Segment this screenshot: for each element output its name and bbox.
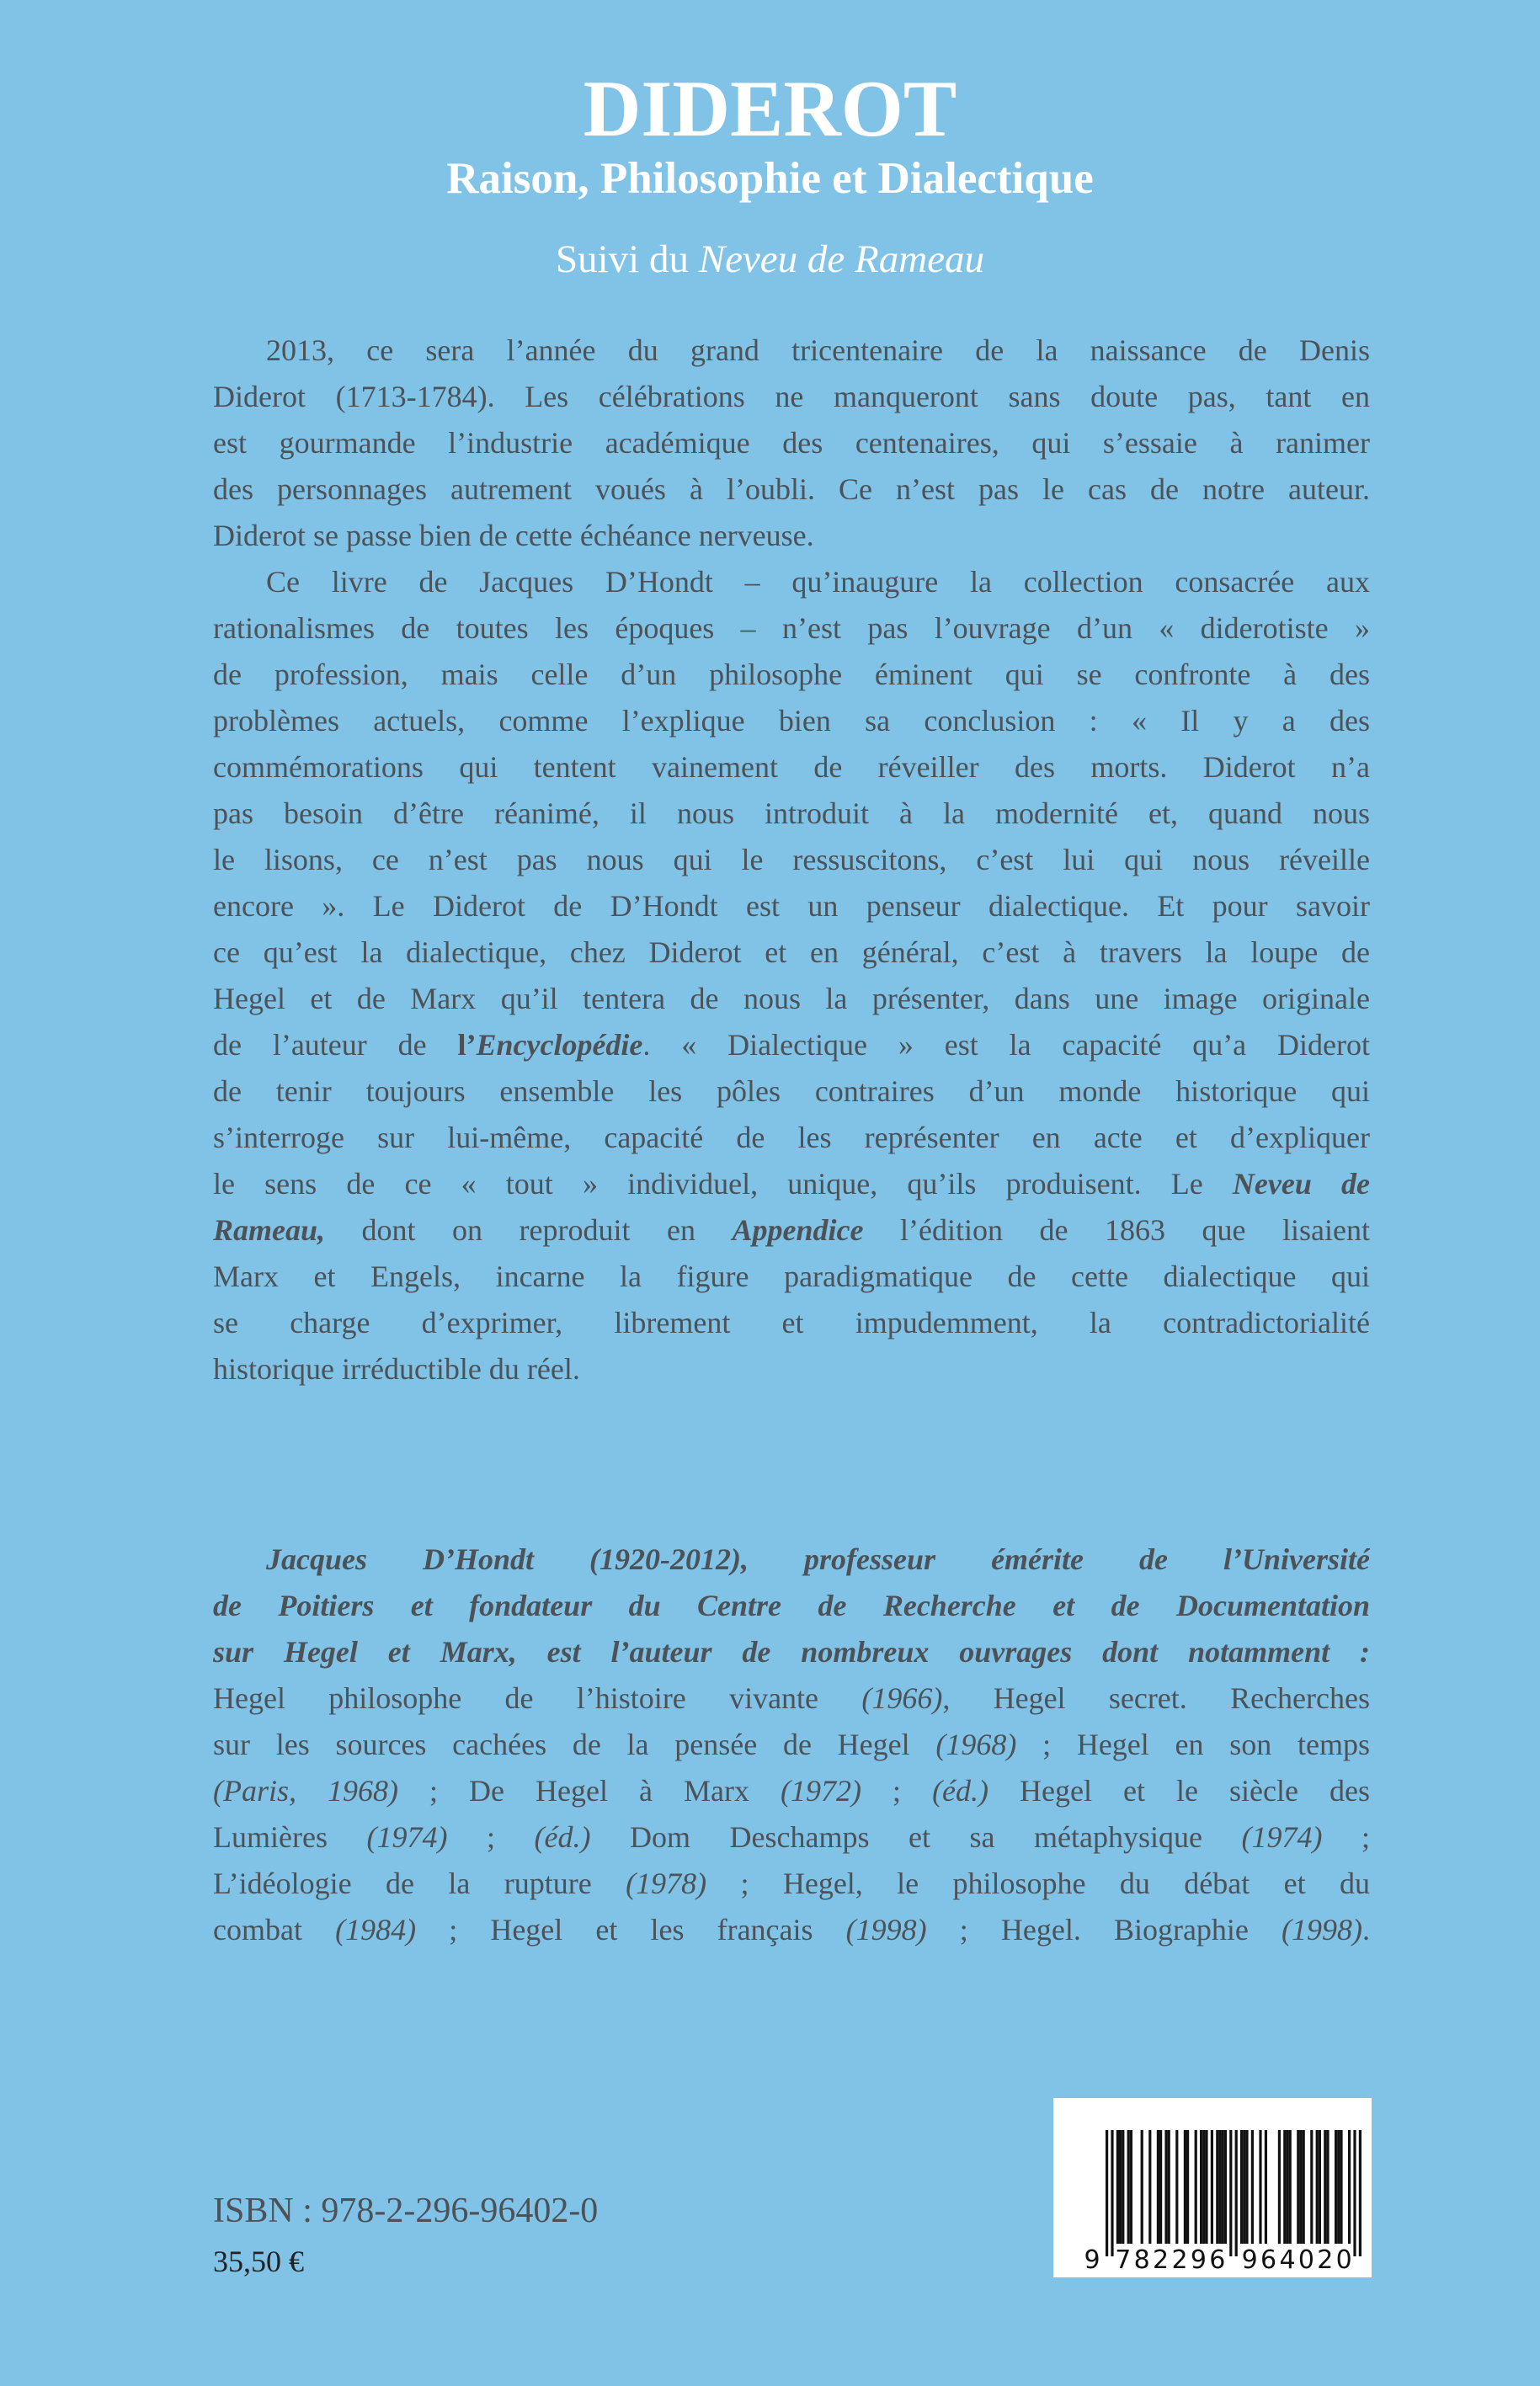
text-segment: ;: [861, 1774, 933, 1808]
text-segment: Hegel philosophe de l’histoire vivante: [213, 1681, 862, 1715]
barcode-bar: [1111, 2130, 1113, 2256]
barcode-bar: [1240, 2130, 1243, 2244]
text-line: [213, 1161, 1370, 1207]
text-line: [213, 559, 1370, 605]
author-bio: [213, 1537, 1370, 1953]
text-line: [213, 1207, 1370, 1254]
barcode-bar: [1141, 2130, 1143, 2244]
barcode-bar: [1243, 2130, 1245, 2244]
text-segment: L’idéologie de la rupture: [213, 1867, 626, 1900]
text-line: [213, 1022, 1370, 1068]
text-segment: Hegel et le siècle des: [988, 1774, 1370, 1808]
text-segment: s’interroge sur lui-même, capacité de les représenter en acte et d’expliquer: [213, 1121, 1370, 1154]
barcode-bar: [1337, 2130, 1340, 2244]
text-segment: ; Hegel. Biographie: [926, 1913, 1282, 1947]
barcode-bar: [1319, 2130, 1321, 2244]
barcode-digit: 7: [1115, 2245, 1132, 2275]
barcode-bar: [1184, 2130, 1186, 2244]
emphasis-text: sur Hegel et Marx, est l’auteur de nombreux ouvrages dont notamment :: [213, 1635, 1370, 1669]
text-line: [213, 374, 1370, 420]
text-segment: pas besoin d’être réanimé, il nous introduit à la modernité et, quand nous: [213, 796, 1370, 830]
text-segment: .: [1362, 1913, 1370, 1947]
text-line: [213, 1300, 1370, 1346]
barcode-bar: [1286, 2130, 1288, 2244]
text-line: [213, 929, 1370, 976]
emphasis-text: (éd.): [534, 1820, 591, 1854]
barcode-digit: 9: [1084, 2245, 1100, 2275]
text-segment: Diderot se passe bien de cette échéance nerveuse.: [213, 519, 814, 552]
barcode-bar: [1353, 2130, 1356, 2256]
barcode-bar: [1159, 2130, 1162, 2244]
text-line: [213, 420, 1370, 466]
text-segment: Dom Deschamps et sa métaphysique: [590, 1820, 1242, 1854]
text-line: [213, 1068, 1370, 1115]
barcode-bar: [1200, 2130, 1202, 2244]
text-segment: Diderot (1713-1784). Les célébrations ne manqueront sans doute pas, tant en: [213, 380, 1370, 413]
text-segment: de l’auteur de: [213, 1028, 458, 1062]
barcode-bar: [1316, 2130, 1319, 2244]
barcode-graphic: [1053, 2098, 1372, 2277]
barcode-bar: [1148, 2130, 1151, 2244]
barcode-bar: [1116, 2130, 1119, 2244]
barcode-bar: [1235, 2130, 1238, 2256]
barcode-digit: 9: [1190, 2245, 1207, 2275]
emphasis-text: de Poitiers et fondateur du Centre de Recherche et de Documentation: [213, 1589, 1370, 1622]
barcode-bar: [1303, 2130, 1305, 2244]
barcode-bar: [1211, 2130, 1213, 2244]
barcode-bar: [1259, 2130, 1261, 2244]
text-line: [213, 1629, 1370, 1675]
suivi-work-title: Neveu de Rameau: [698, 237, 985, 281]
text-line: [213, 837, 1370, 883]
emphasis-text: (1978): [626, 1867, 707, 1900]
barcode-bar: [1119, 2130, 1122, 2244]
text-segment: problèmes actuels, comme l’explique bien sa conclusion : « Il y a des: [213, 704, 1370, 738]
text-segment: . « Dialectique » est la capacité qu’a Diderot: [642, 1028, 1370, 1062]
barcode-bar: [1130, 2130, 1132, 2244]
text-segment: ce qu’est la dialectique, chez Diderot et en général, c’est à travers la loupe de: [213, 935, 1370, 969]
text-segment: ; De Hegel à Marx: [398, 1774, 781, 1808]
emphasis-text: (1974): [1241, 1820, 1323, 1854]
emphasis-text: l’: [457, 1028, 477, 1062]
text-line: [213, 1722, 1370, 1768]
barcode-bar: [1283, 2130, 1286, 2244]
text-segment: rationalismes de toutes les époques – n’est pas l’ouvrage d’un « diderotiste »: [213, 611, 1370, 645]
emphasis-text: (éd.): [932, 1774, 989, 1808]
book-title: DIDEROT: [583, 64, 957, 153]
barcode-bar: [1205, 2130, 1207, 2244]
text-line: [213, 1583, 1370, 1629]
barcode-bar: [1310, 2130, 1313, 2244]
emphasis-text: Neveu de: [1232, 1167, 1370, 1201]
text-line: [213, 1907, 1370, 1953]
barcode-digit: 6: [1209, 2245, 1226, 2275]
barcode: [1053, 2098, 1372, 2277]
barcode-bar: [1106, 2130, 1108, 2256]
barcode-bar: [1359, 2130, 1361, 2256]
text-segment: 2013, ce sera l’année du grand tricentenaire de la naissance de Denis: [266, 333, 1370, 367]
barcode-digit: 2: [1317, 2245, 1334, 2275]
text-line: [213, 1537, 1370, 1583]
barcode-bar: [1335, 2130, 1337, 2244]
text-line: [213, 513, 1370, 559]
text-line: [213, 744, 1370, 791]
barcode-bar: [1127, 2130, 1130, 2244]
barcode-bar: [1265, 2130, 1267, 2244]
barcode-bar: [1324, 2130, 1326, 2244]
price: 35,50 €: [213, 2245, 304, 2278]
barcode-bar: [1278, 2130, 1281, 2244]
barcode-bar: [1164, 2130, 1167, 2244]
emphasis-text: (1972): [781, 1774, 862, 1808]
text-line: [213, 1346, 1370, 1393]
text-line: [213, 605, 1370, 652]
barcode-digit: 2: [1153, 2245, 1170, 2275]
text-line: [213, 1814, 1370, 1861]
text-segment: sur les sources cachées de la pensée de Hegel: [213, 1728, 936, 1761]
barcode-digit: 9: [1241, 2245, 1258, 2275]
text-segment: le lisons, ce n’est pas nous qui le ressuscitons, c’est lui qui nous réveille: [213, 843, 1370, 876]
book-subtitle: Raison, Philosophie et Dialectique: [446, 154, 1094, 203]
barcode-bar: [1202, 2130, 1205, 2244]
emphasis-text: professeur émérite de l’Université: [749, 1542, 1370, 1576]
text-segment: historique irréductible du réel.: [213, 1352, 580, 1386]
suivi-prefix: Suivi du: [555, 237, 699, 281]
barcode-bar: [1218, 2130, 1221, 2244]
text-line: [213, 1861, 1370, 1907]
barcode-bar: [1245, 2130, 1248, 2244]
text-segment: est gourmande l’industrie académique des centenaires, qui s’essaie à ranimer: [213, 426, 1370, 460]
text-line: [213, 698, 1370, 744]
text-segment: Lumières: [213, 1820, 367, 1854]
book-suivi-line: [0, 234, 1540, 285]
barcode-bar: [1289, 2130, 1292, 2244]
paragraph: [213, 559, 1370, 1393]
text-segment: de tenir toujours ensemble les pôles contraires d’un monde historique qui: [213, 1074, 1370, 1108]
barcode-bar: [1222, 2130, 1224, 2244]
text-segment: ; Hegel, le philosophe du débat et du: [706, 1867, 1370, 1900]
barcode-bar: [1195, 2130, 1197, 2244]
emphasis-text: Jacques D’Hondt (1920-2012),: [266, 1542, 749, 1576]
text-segment: Ce livre de Jacques D’Hondt – qu’inaugure la collection consacrée aux: [266, 565, 1370, 599]
emphasis-text: (1974): [366, 1820, 448, 1854]
text-line: [213, 652, 1370, 698]
text-segment: dont on reproduit en: [325, 1213, 733, 1247]
text-line: [213, 1675, 1370, 1722]
text-segment: Marx et Engels, incarne la figure paradigmatique de cette dialectique qui: [213, 1260, 1370, 1293]
text-segment: ; Hegel en son temps: [1016, 1728, 1370, 1761]
barcode-digit: 6: [1260, 2245, 1277, 2275]
text-segment: ;: [447, 1820, 535, 1854]
text-line: [213, 883, 1370, 929]
text-segment: Hegel et de Marx qu’il tentera de nous la présenter, dans une image originale: [213, 982, 1370, 1015]
text-segment: ;: [1322, 1820, 1370, 1854]
text-segment: se charge d’exprimer, librement et impudemment, la contradictorialité: [213, 1306, 1370, 1339]
text-segment: l’édition de 1863 que lisaient: [863, 1213, 1370, 1247]
text-line: [213, 791, 1370, 837]
text-line: [213, 328, 1370, 374]
emphasis-text: (Paris, 1968): [213, 1774, 399, 1808]
barcode-bar: [1229, 2130, 1232, 2256]
emphasis-text: Rameau,: [213, 1213, 326, 1247]
isbn: ISBN : 978-2-296-96402-0: [213, 2192, 599, 2230]
text-segment: combat: [213, 1913, 336, 1947]
text-segment: de profession, mais celle d’un philosophe éminent qui se confronte à des: [213, 658, 1370, 691]
text-line: [213, 1768, 1370, 1814]
text-segment: encore ». Le Diderot de D’Hondt est un penseur dialectique. Et pour savoir: [213, 889, 1370, 923]
barcode-digit: 4: [1279, 2245, 1296, 2275]
barcode-bar: [1157, 2130, 1159, 2244]
barcode-bar: [1340, 2130, 1342, 2244]
emphasis-text: Appendice: [732, 1213, 864, 1247]
emphasis-text: Encyclopédie: [476, 1028, 643, 1062]
text-segment: commémorations qui tentent vainement de réveiller des morts. Diderot n’a: [213, 750, 1370, 784]
text-segment: , Hegel secret. Recherches: [942, 1681, 1370, 1715]
barcode-bar: [1168, 2130, 1170, 2244]
barcode-bar: [1299, 2130, 1302, 2244]
emphasis-text: (1966): [861, 1681, 943, 1715]
text-segment: ; Hegel et les français: [416, 1913, 846, 1947]
barcode-bar: [1348, 2130, 1351, 2244]
barcode-bar: [1186, 2130, 1189, 2244]
blurb-text: [213, 328, 1370, 1393]
paragraph: [213, 328, 1370, 559]
text-line: [213, 1115, 1370, 1161]
emphasis-text: (1998): [845, 1913, 927, 1947]
emphasis-text: (1968): [935, 1728, 1017, 1761]
barcode-bar: [1297, 2130, 1299, 2244]
emphasis-text: (1984): [335, 1913, 417, 1947]
barcode-bar: [1251, 2130, 1254, 2244]
text-line: [213, 1254, 1370, 1300]
text-line: [213, 466, 1370, 513]
barcode-bar: [1326, 2130, 1329, 2244]
barcode-bar: [1224, 2130, 1227, 2244]
barcode-bar: [1175, 2130, 1178, 2244]
text-segment: des personnages autrement voués à l’oubli. Ce n’est pas le cas de notre auteur.: [213, 472, 1370, 506]
text-segment: le sens de ce « tout » individuel, unique, qu’ils produisent. Le: [213, 1167, 1233, 1201]
barcode-digit: 0: [1335, 2245, 1352, 2275]
emphasis-text: (1998): [1282, 1913, 1363, 1947]
barcode-digit: 0: [1298, 2245, 1314, 2275]
barcode-bar: [1122, 2130, 1124, 2244]
barcode-digit: 8: [1133, 2245, 1150, 2275]
barcode-digit: 2: [1171, 2245, 1188, 2275]
barcode-bar: [1216, 2130, 1218, 2244]
text-line: [213, 976, 1370, 1022]
